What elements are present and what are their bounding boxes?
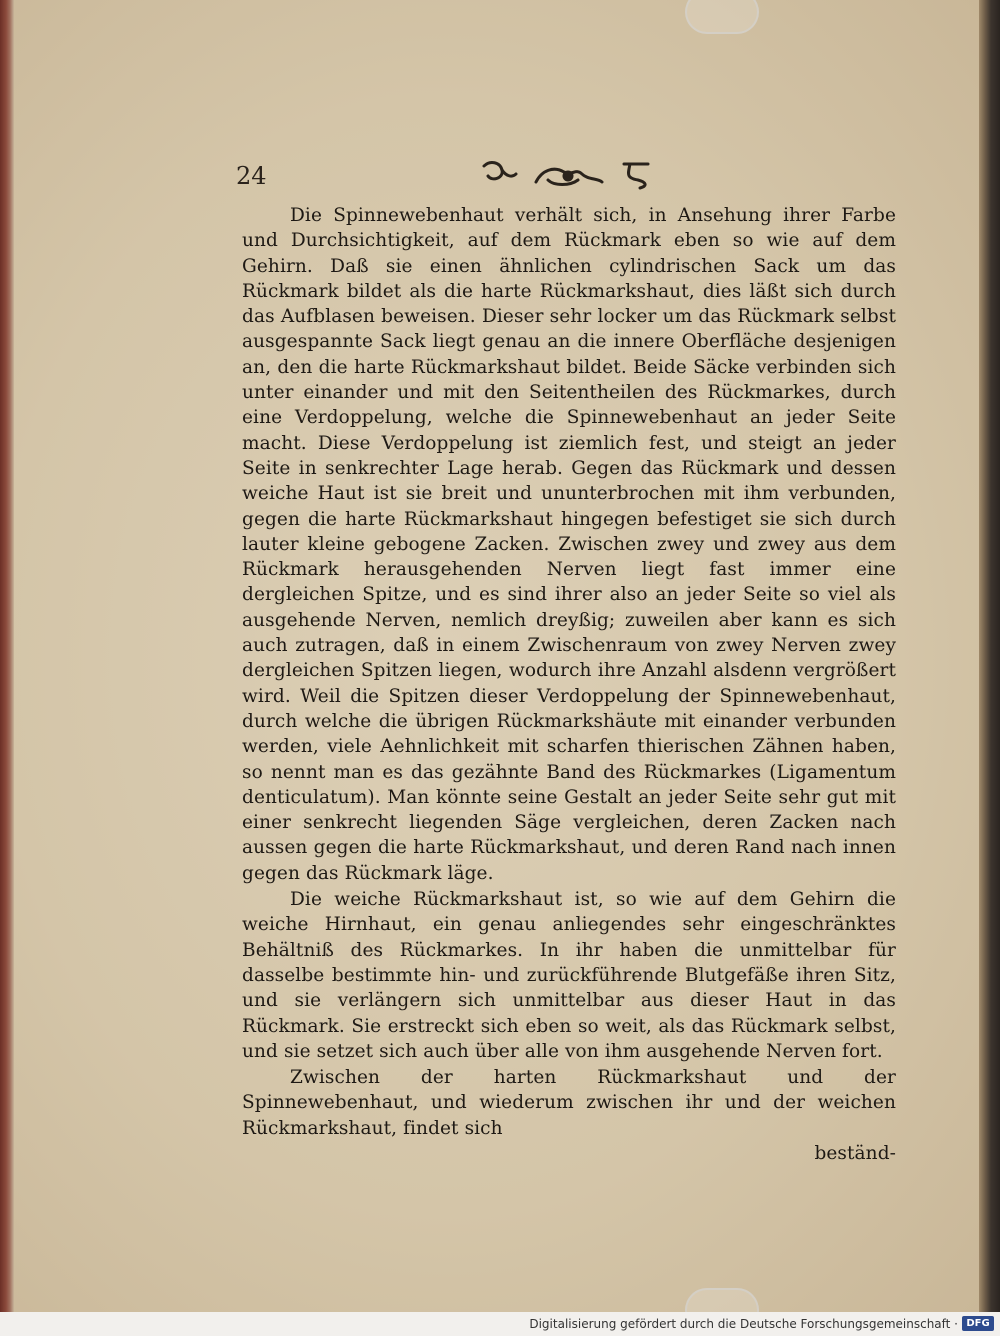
page-number: 24 — [236, 162, 267, 190]
paragraph-2: Die weiche Rückmarkshaut ist, so wie auf dem Gehirn die weiche Hirnhaut, ein genau anliegendes sehr eingeschränktes Behältniß des Rückmarkes. In ihr haben die unmittelbar für dasselbe bestimmte hin- und zurückführende Blutgefäße ihren Sitz, und sie verlängern sich unmittelbar aus dieser Haut in das Rückmark. Sie erstreckt sich eben so weit, als das Rückmark selbst, und sie setzet sich auch über alle von ihm ausgehende Nerven fort. — [242, 889, 896, 1062]
decorative-ornament-icon — [478, 156, 658, 192]
body-text — [242, 203, 896, 1166]
book-gutter-edge — [979, 0, 1000, 1312]
footer-credit: Digitalisierung gefördert durch die Deutsche Forschungsgemeinschaft · — [529, 1317, 958, 1331]
paragraph-1: Die Spinnewebenhaut verhält sich, in Ansehung ihrer Farbe und Durchsichtigkeit, auf dem Rückmark eben so wie auf dem Gehirn. Daß sie einen ähnlichen cylindrischen Sack um das Rückmark bildet als die harte Rückmarkshaut, dies läßt sich durch das Aufblasen beweisen. Dieser sehr locker um das Rückmark selbst ausgespannte Sack liegt genau an die innere Oberfläche desjenigen an, den die harte Rückmarkshaut bildet. Beide Säcke verbinden sich unter einander und mit den Seitentheilen des Rückmarkes, durch eine Verdoppelung, welche die Spinnewebenhaut an jeder Seite macht. Diese Verdoppelung ist ziemlich fest, und steigt an jeder Seite in senkrechter Lage herab. Gegen das Rückmark und dessen weiche Haut ist sie breit und ununterbrochen mit ihm verbunden, gegen die harte Rückmarkshaut hingegen befestiget sie sich durch lauter kleine gebogene Zacken. Zwischen zwey und zwey aus dem Rückmark herausgehenden Nerven liegt fast immer eine dergleichen Spitze, und es sind ihrer also an jeder Seite so viel als ausgehende Nerven, nemlich dreyßig; zuweilen aber kann es sich auch zutragen, daß in einem Zwischenraum von zwey Nerven zwey dergleichen Spitzen liegen, wodurch ihre Anzahl alsdenn vergrößert wird. Weil die Spitzen dieser Verdoppelung der Spinnewebenhaut, durch welche die übrigen Rückmarkshäute mit einander verbunden werden, viele Aehnlichkeit mit scharfen thierischen Zähnen haben, so nennt man es das gezähnte Band des Rückmarkes (Ligamentum denticulatum). Man könnte seine Gestalt an jeder Seite sehr gut mit einer senkrecht liegenden Säge vergleichen, deren Zacken nach aussen gegen die harte Rückmarkshaut, und deren Rand nach innen gegen das Rückmark läge. — [242, 205, 896, 884]
dfg-logo-icon: DFG — [962, 1316, 994, 1331]
page-holder-clip-bottom — [685, 1288, 759, 1312]
page-holder-clip-top — [685, 0, 759, 34]
book-binding-edge — [0, 0, 14, 1312]
digitization-footer — [0, 1312, 1000, 1336]
catchword: beständ- — [814, 1142, 896, 1164]
paragraph-3: Zwischen der harten Rückmarkshaut und der Spinnewebenhaut, und wiederum zwischen ihr und der weichen Rückmarkshaut, findet sich — [242, 1067, 896, 1139]
